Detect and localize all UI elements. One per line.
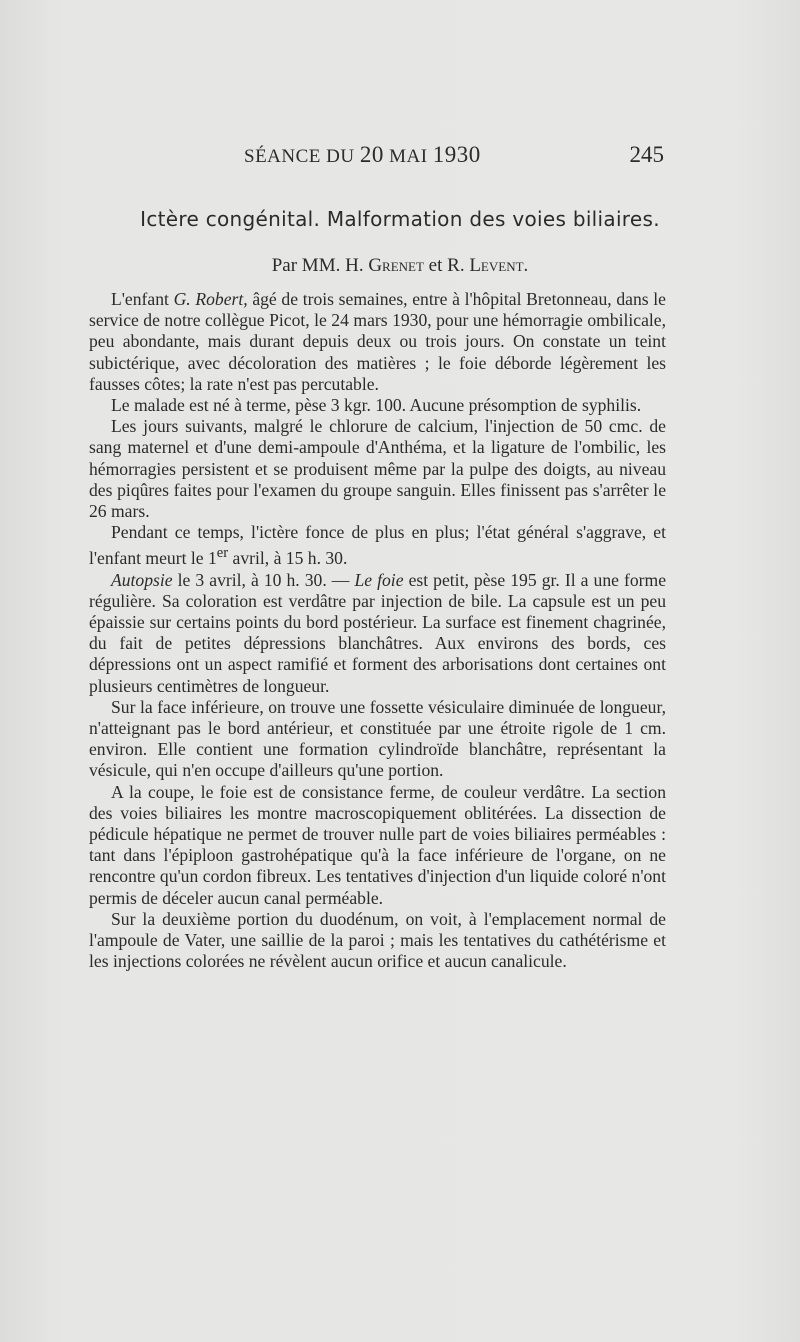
running-head <box>244 142 664 172</box>
authors-et: et <box>428 255 443 276</box>
seance-month: MAI <box>389 146 428 167</box>
autopsie-label: Autopsie <box>111 569 173 590</box>
p1-text-a: L'enfant <box>111 289 174 309</box>
p5-text-a: le 3 avril, à 10 h. 30. — <box>172 569 355 590</box>
seance-year: 1930 <box>432 142 481 167</box>
paragraph-7: A la coupe, le foie est de consistance ferme, de couleur verdâtre. La section des voies biliaires les montre macroscopiquement oblitérées. La dissection de pédicule hépatique ne permet de trouver nulle part de voies biliaires perméables : tant dans l'épiploon gastrohépatique qu'à la face inférieure de l'organe, on ne rencontre qu'un cordon fibreux. Les tentatives d'injection d'un liquide coloré n'ont permis de déceler aucun canal perméable. <box>89 781 666 908</box>
p4-superscript: er <box>216 545 229 562</box>
author-2: R. Levent. <box>447 255 529 276</box>
p5-text-b: est petit, pèse 195 gr. Il a une forme régulière. Sa coloration est verdâtre par injection de bile. La capsule est un peu épaissie sur certains points du bord postérieur. La surface est finement chagrinée, du fait de petites dépressions blanchâtres. Aux environs des bords, ces dépressions ont un aspect ramifié et forment des arborisations dont certaines ont plusieurs centimètres de longueur. <box>89 569 666 696</box>
paragraph-8: Sur la deuxième portion du duodénum, on voit, à l'emplacement normal de l'ampoule de Vater, une saillie de la paroi ; mais les tentatives du cathétérisme et les injections colorées ne révèlent aucun orifice et aucun canalicule. <box>89 908 666 972</box>
paragraph-6: Sur la face inférieure, on trouve une fossette vésiculaire diminuée de longueur, n'atteignant pas le bord antérieur, et constituée par une étroite rigole de 1 cm. environ. Elle contient une formation cylindroïde blanchâtre, représentant la vésicule, qui n'en occupe d'ailleurs qu'une portion. <box>89 696 666 781</box>
seance-day: 20 <box>359 142 384 167</box>
authors-par: Par MM. <box>271 255 341 276</box>
running-head-title <box>244 142 481 168</box>
page-number: 245 <box>629 142 664 167</box>
p4-text-b: avril, à 15 h. 30. <box>228 548 348 569</box>
p4-text-a: Pendant ce temps, l'ictère fonce de plus en plus; l'état général s'aggrave, et l'enfant meurt le 1 <box>89 522 666 569</box>
p1-text-b: âgé de trois semaines, entre à l'hôpital Bretonneau, dans le service de notre collègue Picot, le 24 mars 1930, pour une hémorragie ombilicale, peu abondante, mais durant depuis deux ou trois jours. On constate un teint subictérique, avec décoloration des matières ; le foie déborde légèrement les fausses côtes; la rate n'est pas percutable. <box>89 289 666 394</box>
article-title: Ictère congénital. Malformation des voies biliaires. <box>140 207 660 231</box>
paragraph-1 <box>89 289 666 395</box>
author-1: H. Grenet <box>345 255 424 276</box>
paragraph-3: Les jours suivants, malgré le chlorure de calcium, l'injection de 50 cmc. de sang maternel et d'une demi-ampoule d'Anthéma, et la ligature de l'ombilic, les hémorragies persistent et se produisent même par la pulpe des doigts, au niveau des piqûres faites pour l'examen du groupe sanguin. Elles finissent pas s'arrêter le 26 mars. <box>89 416 666 522</box>
authors-line <box>0 255 800 277</box>
paragraph-4 <box>89 522 666 569</box>
patient-name: G. Robert, <box>173 289 248 309</box>
article-body <box>89 289 666 972</box>
paragraph-2: Le malade est né à terme, pèse 3 kgr. 100. Aucune présomption de syphilis. <box>111 395 642 416</box>
paragraph-5 <box>89 570 666 697</box>
seance-label: SÉANCE DU <box>244 146 355 167</box>
le-foie-label: Le foie <box>354 569 404 590</box>
